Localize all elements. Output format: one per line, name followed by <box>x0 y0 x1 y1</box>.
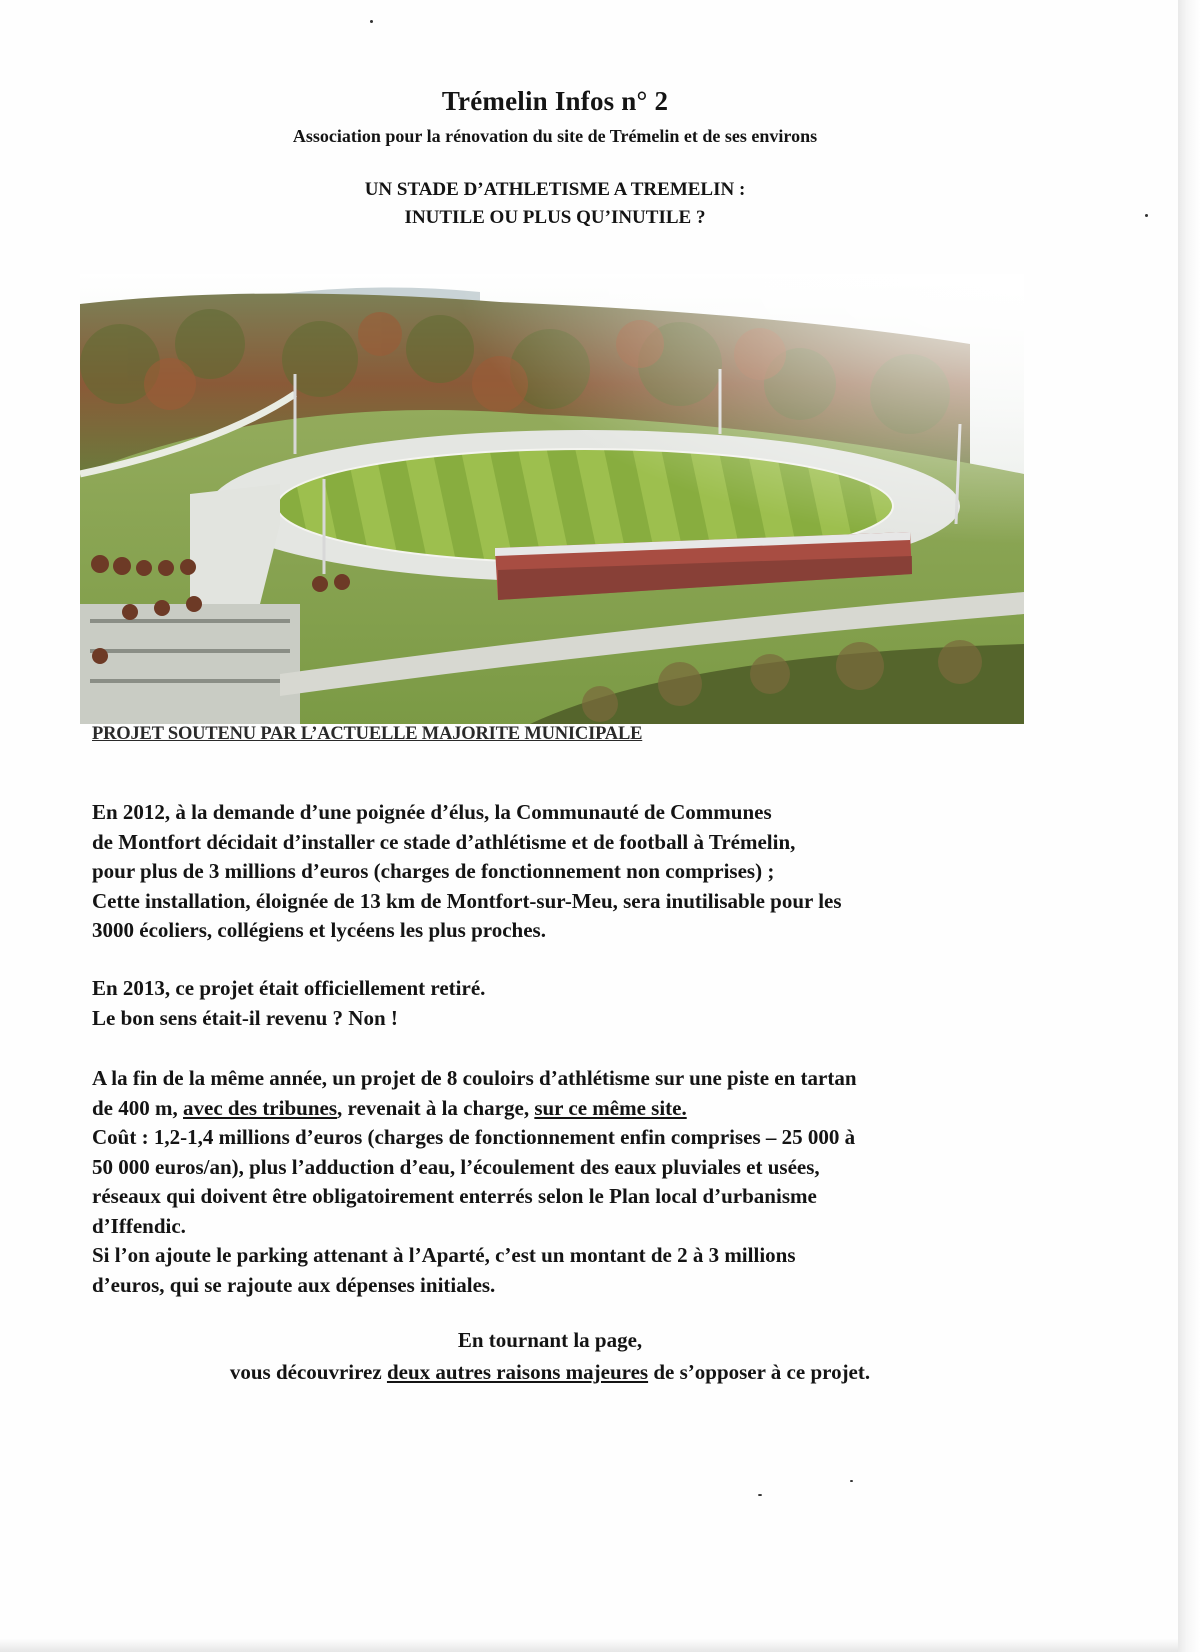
text-line: pour plus de 3 millions d’euros (charges de fonctionnement non comprises) ; <box>92 859 775 883</box>
text-line: Cette installation, éloignée de 13 km de Montfort-sur-Meu, sera inutilisable pour les <box>92 888 842 913</box>
closing-note <box>0 1324 1100 1388</box>
scan-bottom-margin <box>0 1638 1178 1652</box>
text-line: d’euros, qui se rajoute aux dépenses initiales. <box>92 1272 496 1297</box>
photo-caption: PROJET SOUTENU PAR L’ACTUELLE MAJORITE MUNICIPALE <box>92 724 643 744</box>
scan-speck <box>758 1494 762 1496</box>
underlined-phrase-reasons: deux autres raisons majeures <box>386 1360 649 1384</box>
text-line: Le bon sens était-il revenu ? Non ! <box>92 1005 398 1030</box>
text-fragment: de s’opposer à ce projet. <box>648 1360 871 1384</box>
text-line: Coût : 1,2-1,4 millions d’euros (charges de fonctionnement enfin comprises – 25 000 à <box>92 1125 856 1149</box>
text-line <box>92 1094 1052 1124</box>
paragraph-2012 <box>92 798 1052 946</box>
paragraph-2013 <box>92 974 1052 1033</box>
text-line: Si l’on ajoute le parking attenant à l’Aparté, c’est un montant de 2 à 3 millions <box>92 1243 796 1267</box>
text-line: 50 000 euros/an), plus l’adduction d’eau, l’écoulement des eaux pluviales et usées, <box>92 1154 820 1179</box>
text-line: En 2012, à la demande d’une poignée d’élus, la Communauté de Communes <box>92 800 772 824</box>
text-fragment: vous découvrirez <box>229 1360 387 1384</box>
stadium-illustration <box>80 274 1024 724</box>
text-line: d’Iffendic. <box>92 1213 186 1238</box>
text-fragment: , revenait à la charge, <box>337 1095 535 1120</box>
text-line: 3000 écoliers, collégiens et lycéens les plus proches. <box>92 918 546 942</box>
underlined-phrase-tribunes: avec des tribunes <box>183 1095 337 1120</box>
association-subtitle: Association pour la rénovation du site de Trémelin et de ses environs <box>292 126 818 146</box>
underlined-phrase-same-site: sur ce même site. <box>534 1095 687 1120</box>
text-line: réseaux qui doivent être obligatoirement enterrés selon le Plan local d’urbanisme <box>92 1184 817 1208</box>
headline-line-1: UN STADE D’ATHLETISME A TREMELIN : <box>364 179 746 200</box>
headline-line-2: INUTILE OU PLUS QU’INUTILE ? <box>404 207 706 228</box>
stadium-aerial-photo <box>80 274 1024 724</box>
closing-line-2 <box>0 1356 1100 1388</box>
text-line: A la fin de la même année, un projet de 8 couloirs d’athlétisme sur une piste en tartan <box>92 1066 857 1090</box>
text-fragment: de 400 m, <box>92 1095 183 1120</box>
text-line: de Montfort décidait d’installer ce stade d’athlétisme et de football à Trémelin, <box>92 829 796 854</box>
closing-line-1: En tournant la page, <box>457 1328 643 1352</box>
scan-speck <box>850 1480 853 1482</box>
scan-speck <box>1145 214 1148 217</box>
scan-speck <box>370 20 373 23</box>
scan-right-margin <box>1178 0 1200 1652</box>
newsletter-title: Trémelin Infos n° 2 <box>441 86 669 116</box>
text-line: En 2013, ce projet était officiellement retiré. <box>92 976 486 1000</box>
headline <box>0 176 1110 232</box>
paragraph-new-project <box>92 1064 1052 1300</box>
